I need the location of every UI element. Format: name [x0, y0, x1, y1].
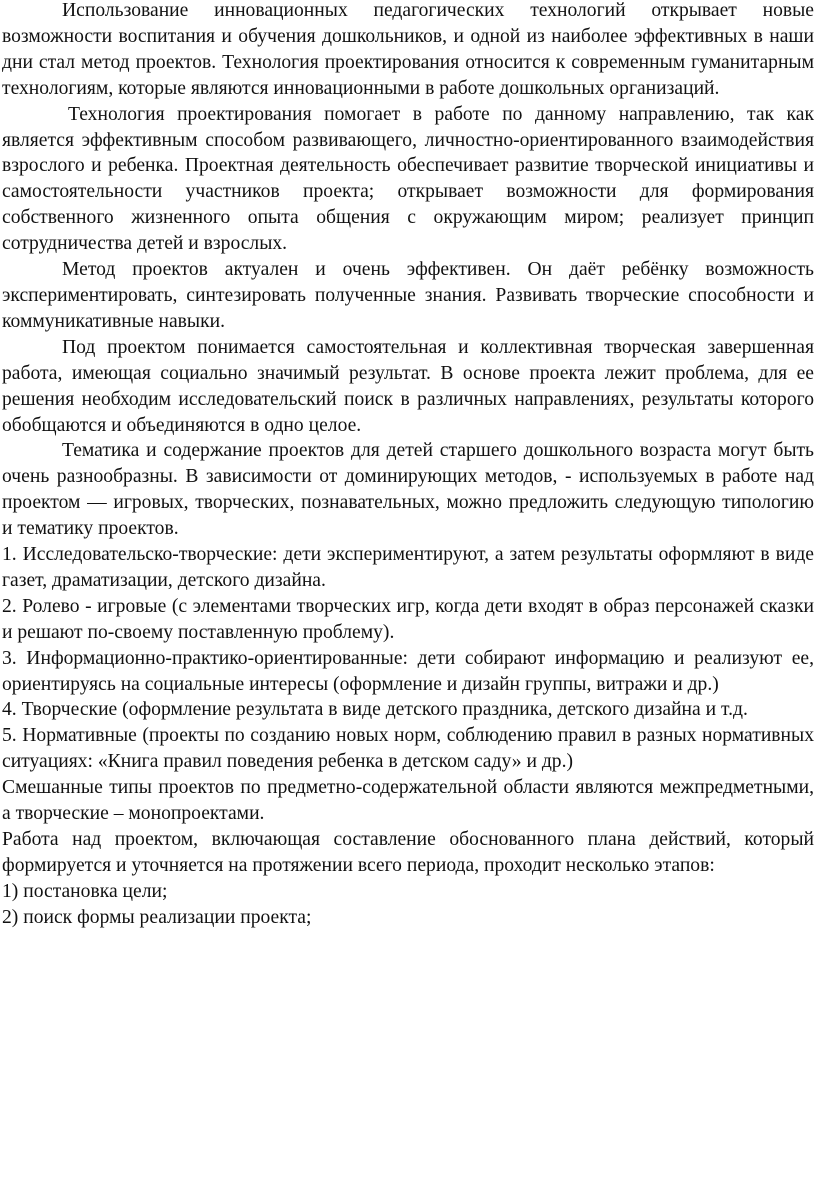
- paragraph-intro: Использование инновационных педагогических технологий открывает новые возможности воспитания и обучения дошкольников, и одной из наиболее эффективных в наши дни стал метод проектов. Технология проектирования относится к современным гуманитарным технологиям, которые являются инновационными в работе дошкольных организаций.: [2, 0, 814, 99]
- paragraph-topics: Тематика и содержание проектов для детей старшего дошкольного возраста могут быть очень разнообразны. В зависимости от доминирующих методов, - используемых в работе над проектом — игровых, творческих, познавательных, можно предложить следующую типологию и тематику проектов.: [2, 440, 814, 540]
- list-item-role-play: 2. Ролево - игровые (с элементами творческих игр, когда дети входят в образ персонажей сказки и решают по-своему поставленную проблему).: [2, 595, 814, 643]
- stage-item-form: 2) поиск формы реализации проекта;: [2, 906, 312, 928]
- paragraph-stages: Работа над проектом, включающая составление обоснованного плана действий, который формируется и уточняется на протяжении всего периода, проходит несколько этапов:: [2, 829, 814, 876]
- paragraph-technology: Технология проектирования помогает в работе по данному направлению, так как является эффективным способом развивающего, личностно-ориентированного взаимодействия взрослого и ребенка. Проектная деятельность обеспечивает развитие творческой инициативы и самостоятельности участников проекта; открывает возможности для формирования собственного жизненного опыта общения с окружающим миром; реализует принцип сотрудничества детей и взрослых.: [2, 103, 814, 255]
- list-item-normative: 5. Нормативные (проекты по созданию новых норм, соблюдению правил в разных нормативных ситуациях: «Книга правил поведения ребенка в детском саду» и др.): [2, 725, 814, 773]
- paragraph-method: Метод проектов актуален и очень эффективен. Он даёт ребёнку возможность экспериментировать, синтезировать полученные знания. Развивать творческие способности и коммуникативные навыки.: [2, 259, 814, 332]
- list-item-research: 1. Исследовательско-творческие: дети экспериментируют, а затем результаты оформляют в виде газет, драматизации, детского дизайна.: [2, 544, 814, 591]
- list-item-creative: 4. Творческие (оформление результата в виде детского праздника, детского дизайна и т.д.: [2, 699, 748, 721]
- stage-item-goal: 1) постановка цели;: [2, 880, 168, 902]
- list-item-informational: 3. Информационно-практико-ориентированные: дети собирают информацию и реализуют ее, ориентируясь на социальные интересы (оформление и дизайн группы, витражи и др.): [2, 647, 814, 695]
- paragraph-mixed-types: Смешанные типы проектов по предметно-содержательной области являются межпредметными, а творческие – монопроектами.: [2, 777, 814, 825]
- paragraph-project-definition: Под проектом понимается самостоятельная и коллективная творческая завершенная работа, имеющая социально значимый результат. В основе проекта лежит проблема, для ее решения необходим исследовательский поиск в различных направлениях, результаты которого обобщаются и объединяются в одно целое.: [2, 336, 814, 436]
